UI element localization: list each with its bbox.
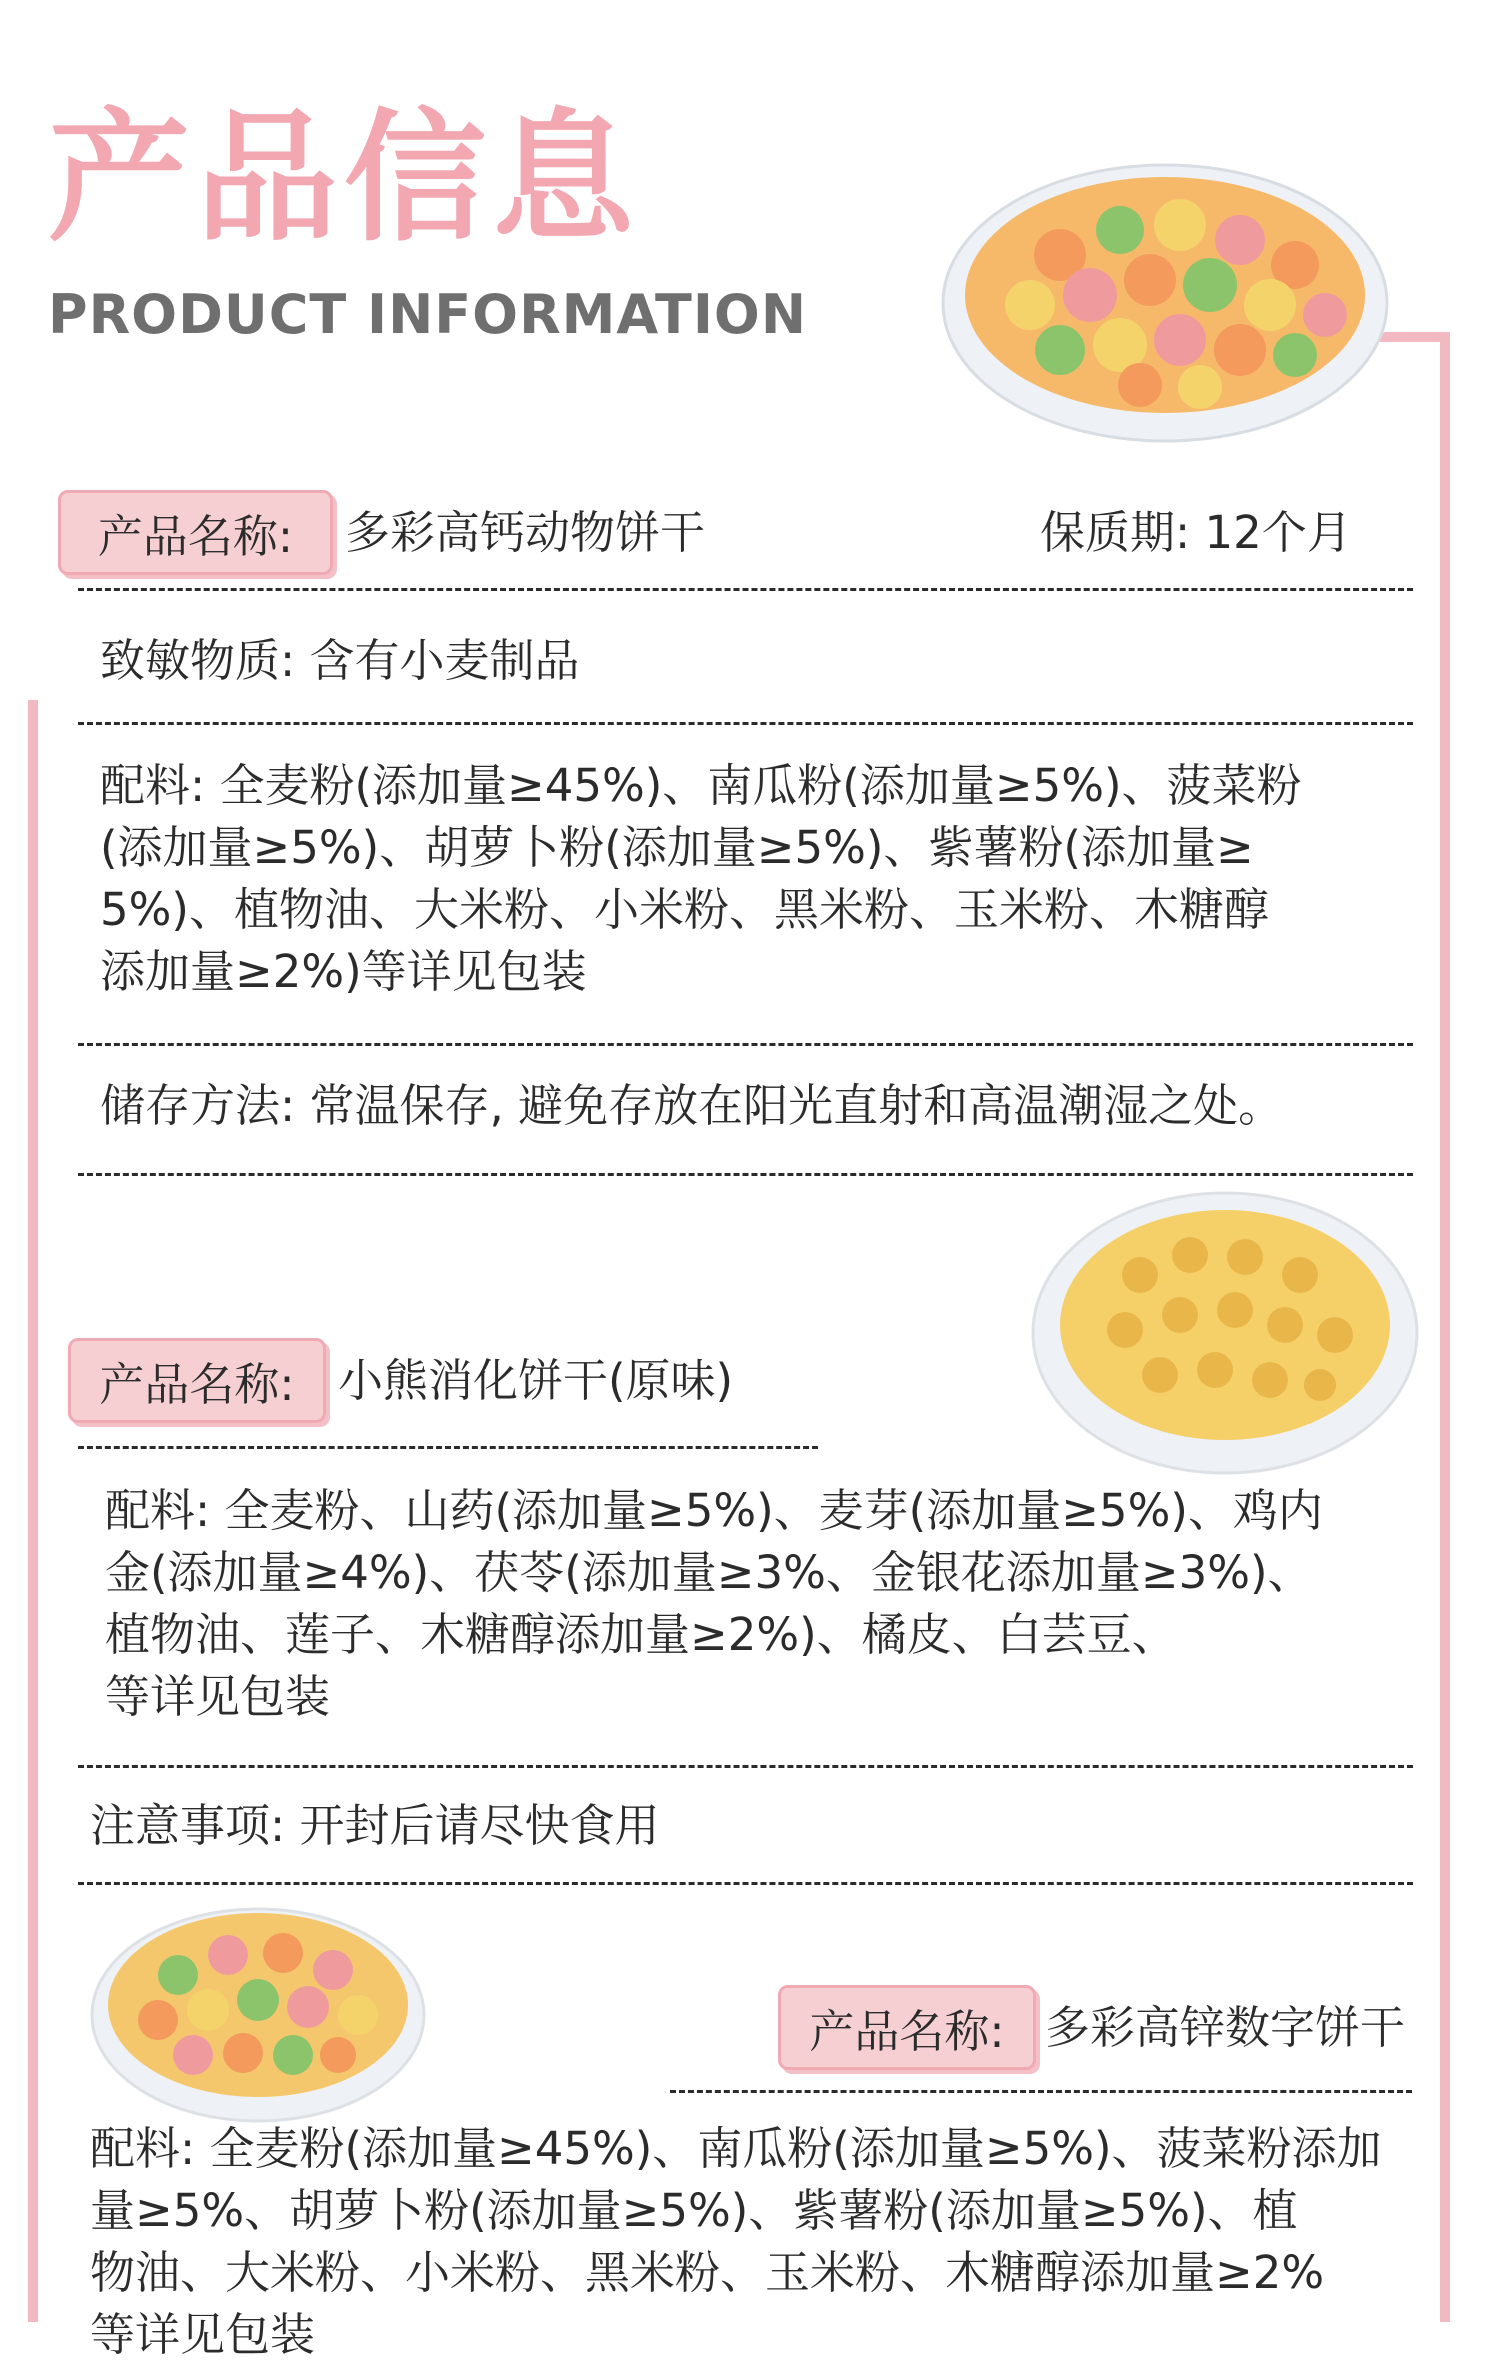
divider	[78, 1446, 818, 1449]
ingredients-line: 植物油、莲子、木糖醇添加量≥2%)、橘皮、白芸豆、	[105, 1608, 1177, 1661]
divider	[78, 1173, 1413, 1176]
divider	[78, 1043, 1413, 1046]
product-name-label: 产品名称:	[58, 490, 333, 575]
ingredients-line: 等详见包装	[90, 2308, 316, 2361]
divider	[78, 1765, 1413, 1768]
ingredients-line: 等详见包装	[105, 1670, 331, 1723]
ingredients-line: (添加量≥5%)、胡萝卜粉(添加量≥5%)、紫薯粉(添加量≥	[100, 821, 1254, 874]
product-name-value: 多彩高锌数字饼干	[1045, 2001, 1406, 2054]
page-subtitle: PRODUCT INFORMATION	[48, 283, 808, 346]
ingredients-paragraph	[90, 2118, 1382, 2366]
shelf-life-text: 保质期: 12个月	[1040, 506, 1352, 559]
notice-text: 注意事项: 开封后请尽快食用	[90, 1799, 660, 1852]
ingredients-line: 5%)、植物油、大米粉、小米粉、黑米粉、玉米粉、木糖醇	[100, 883, 1269, 936]
ingredients-paragraph	[105, 1480, 1323, 1728]
ingredients-line: 添加量≥2%)等详见包装	[100, 945, 587, 998]
number-biscuit-plate-image	[88, 1895, 428, 2125]
animal-biscuit-plate-image	[940, 155, 1390, 445]
product-name-label: 产品名称:	[778, 1985, 1036, 2070]
ingredients-line: 金(添加量≥4%)、茯苓(添加量≥3%、金银花添加量≥3%)、	[105, 1546, 1313, 1599]
ingredients-line: 配料: 全麦粉(添加量≥45%)、南瓜粉(添加量≥5%)、菠菜粉添加	[90, 2122, 1382, 2175]
ingredients-line: 配料: 全麦粉(添加量≥45%)、南瓜粉(添加量≥5%)、菠菜粉	[100, 759, 1302, 812]
ingredients-line: 量≥5%、胡萝卜粉(添加量≥5%)、紫薯粉(添加量≥5%)、植	[90, 2184, 1298, 2237]
divider	[78, 722, 1413, 725]
frame-line-right	[1440, 332, 1450, 2322]
product-name-value: 多彩高钙动物饼干	[345, 506, 706, 559]
storage-text: 储存方法: 常温保存, 避免存放在阳光直射和高温潮湿之处。	[100, 1079, 1284, 1132]
ingredients-paragraph	[100, 755, 1302, 1003]
frame-line-left	[28, 700, 38, 2322]
allergen-text: 致敏物质: 含有小麦制品	[100, 634, 580, 687]
divider	[670, 2090, 1412, 2093]
page-title: 产品信息	[48, 96, 640, 261]
divider	[78, 588, 1413, 591]
product-name-value: 小熊消化饼干(原味)	[338, 1354, 734, 1407]
ingredients-line: 物油、大米粉、小米粉、黑米粉、玉米粉、木糖醇添加量≥2%	[90, 2246, 1325, 2299]
bear-biscuit-plate-image	[1030, 1185, 1420, 1475]
ingredients-line: 配料: 全麦粉、山药(添加量≥5%)、麦芽(添加量≥5%)、鸡内	[105, 1484, 1323, 1537]
product-name-label: 产品名称:	[68, 1338, 326, 1423]
divider	[78, 1882, 1413, 1885]
